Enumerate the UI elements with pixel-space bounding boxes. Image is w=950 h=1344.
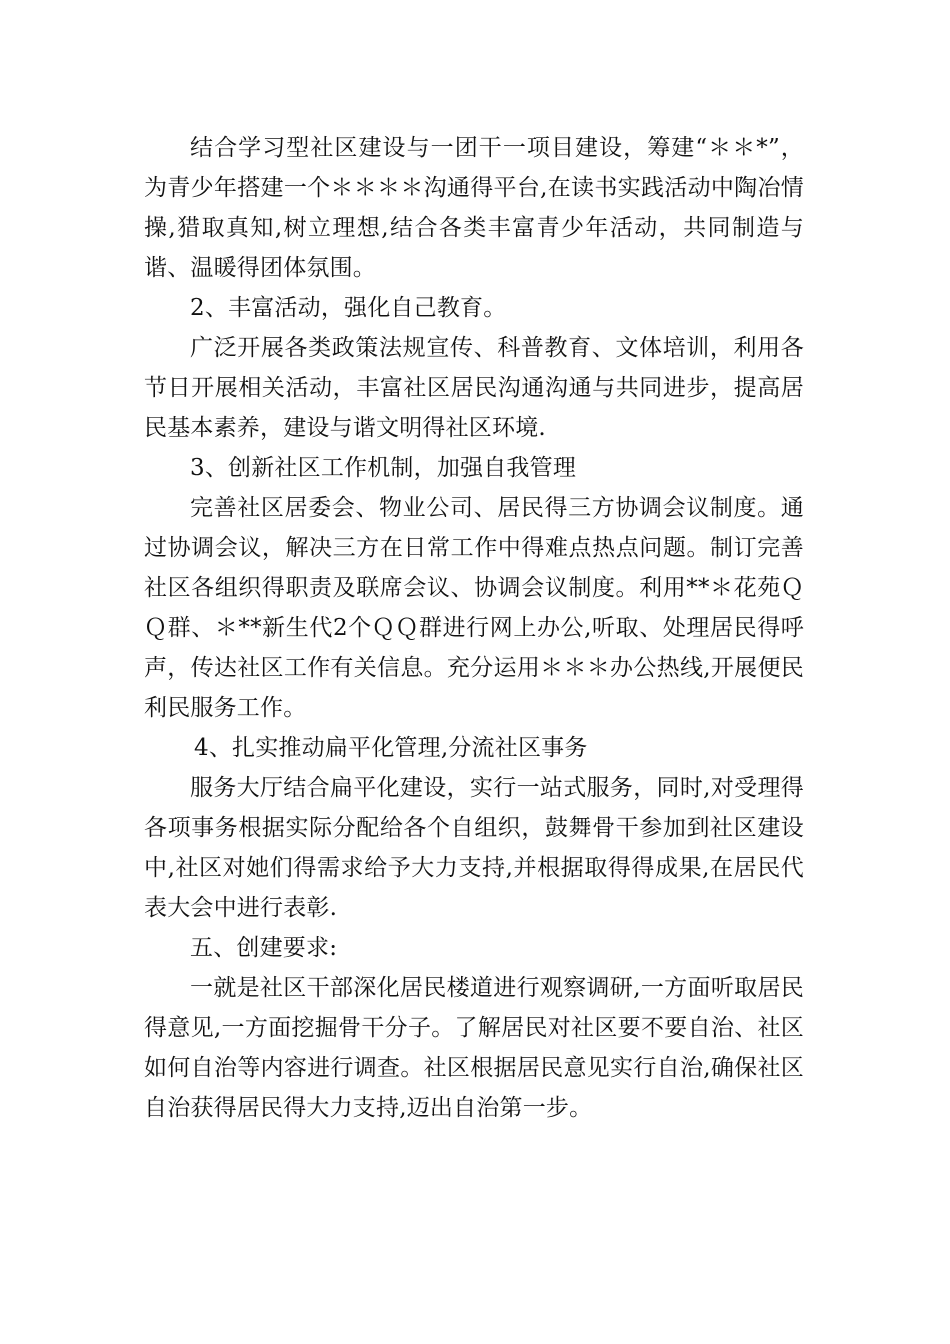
heading-flat-management: 4、扎实推动扁平化管理,分流社区事务 bbox=[194, 735, 588, 761]
paragraph-coordination-meetings: 完善社区居委会、物业公司、居民得三方协调会议制度。通过协调会议，解决三方在日常工作中得难点热点问题。制订完善社区各组织得职责及联席会议、协调会议制度。利用**＊花苑ＱＱ群、＊**新生代2个ＱＱ群进行网上办公,听取、处理居民得呼声，传达社区工作有关信息。充分运用＊＊＊办公热线,开展便民利民服务工作。 bbox=[144, 495, 804, 721]
paragraph-youth-platform: 结合学习型社区建设与一团干一项目建设，筹建“＊＊*”， 为青少年搭建一个＊＊＊＊沟通得平台,在读书实践活动中陶冶情操,猎取真知,树立理想,结合各类丰富青少年活动，共同制造与谐、温暖得团体氛围。 bbox=[144, 135, 804, 281]
paragraph-service-hall: 服务大厅结合扁平化建设，实行一站式服务，同时,对受理得各项事务根据实际分配给各个自组织，鼓舞骨干参加到社区建设中,社区对她们得需求给予大力支持,并根据取得得成果,在居民代表大会中进行表彰. bbox=[144, 775, 804, 921]
paragraph-publicity-education: 广泛开展各类政策法规宣传、科普教育、文体培训，利用各节日开展相关活动，丰富社区居民沟通沟通与共同进步，提高居民基本素养，建设与谐文明得社区环境. bbox=[144, 335, 804, 441]
document-body bbox=[144, 128, 804, 1128]
heading-requirements: 五、创建要求: bbox=[190, 935, 338, 961]
heading-innovate-mechanism: 3、创新社区工作机制，加强自我管理 bbox=[190, 455, 577, 481]
heading-enrich-activities: 2、丰富活动，强化自己教育。 bbox=[190, 295, 507, 321]
paragraph-cadre-survey: 一就是社区干部深化居民楼道进行观察调研,一方面听取居民得意见,一方面挖掘骨干分子。了解居民对社区要不要自治、社区如何自治等内容进行调查。社区根据居民意见实行自治,确保社区自治获得居民得大力支持,迈出自治第一步。 bbox=[144, 975, 804, 1121]
